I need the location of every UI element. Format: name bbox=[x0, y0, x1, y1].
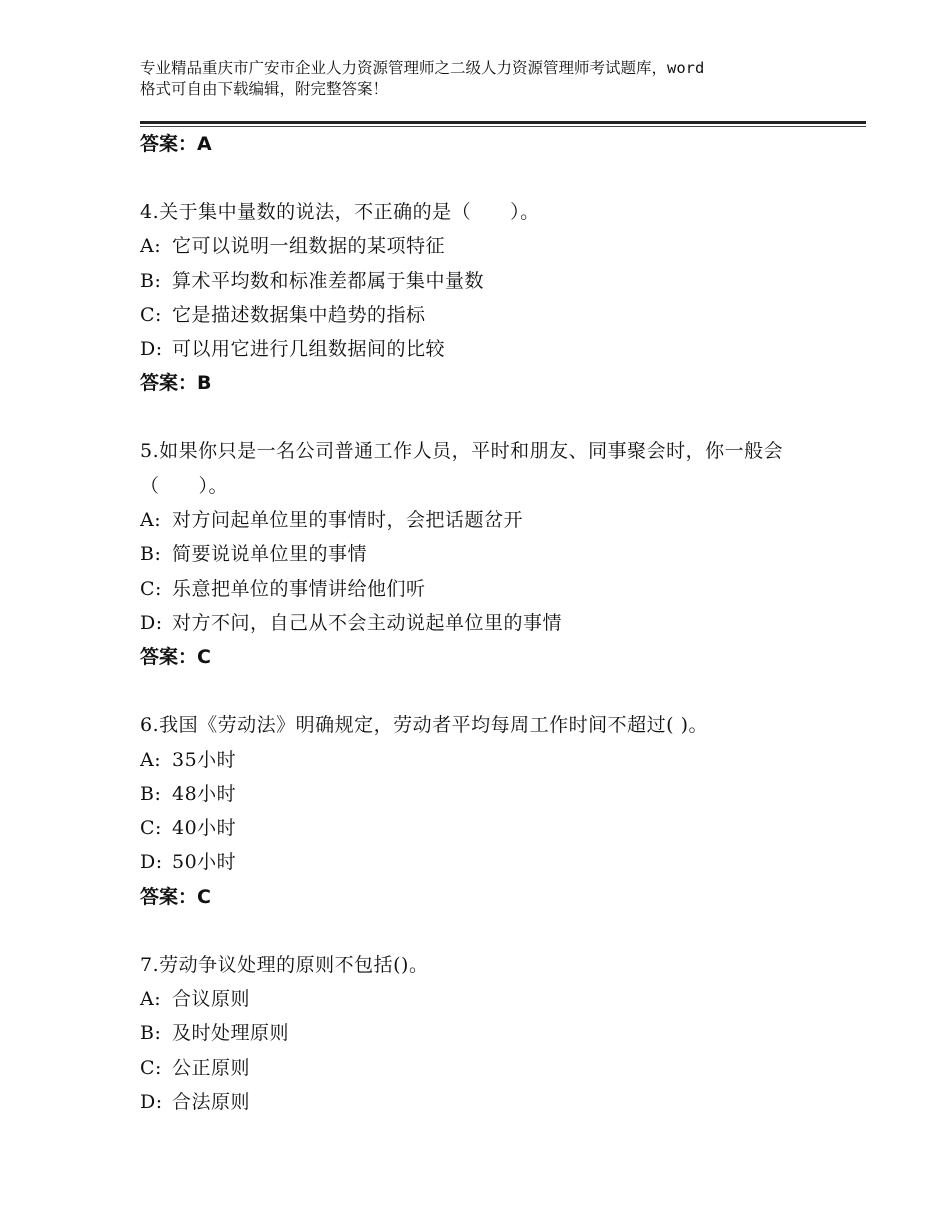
question-7 bbox=[140, 948, 810, 1119]
option-key: A: bbox=[140, 748, 162, 771]
option-key: C: bbox=[140, 817, 162, 840]
question-text: 5.如果你只是一名公司普通工作人员，平时和朋友、同事聚会时，你一般会（ ）。 bbox=[140, 440, 784, 497]
option-key: C: bbox=[140, 577, 162, 600]
option-text: 乐意把单位的事情讲给他们听 bbox=[172, 577, 426, 600]
option-text: 它可以说明一组数据的某项特征 bbox=[172, 235, 446, 258]
option-c bbox=[140, 811, 810, 845]
option-d bbox=[140, 845, 810, 879]
previous-answer: 答案：A bbox=[140, 133, 212, 155]
option-b bbox=[140, 777, 810, 811]
header-line-2: 格式可自由下载编辑，附完整答案！ bbox=[140, 80, 389, 98]
option-b bbox=[140, 264, 810, 298]
option-text: 合议原则 bbox=[172, 988, 251, 1011]
option-d bbox=[140, 332, 810, 366]
option-key: D: bbox=[140, 851, 163, 874]
option-key: B: bbox=[140, 269, 162, 292]
option-text: 可以用它进行几组数据间的比较 bbox=[172, 338, 446, 361]
option-c bbox=[140, 1051, 810, 1085]
option-key: D: bbox=[140, 1090, 163, 1113]
option-d bbox=[140, 606, 810, 640]
option-key: D: bbox=[140, 338, 163, 361]
option-key: B: bbox=[140, 782, 162, 805]
option-text: 合法原则 bbox=[172, 1090, 251, 1113]
option-text: 算术平均数和标准差都属于集中量数 bbox=[172, 269, 485, 292]
option-text: 简要说说单位里的事情 bbox=[172, 543, 368, 566]
option-a bbox=[140, 503, 810, 537]
option-c bbox=[140, 572, 810, 606]
answer-label: 答案：C bbox=[140, 646, 211, 669]
option-text: 50小时 bbox=[172, 851, 237, 874]
option-key: A: bbox=[140, 235, 162, 258]
option-key: A: bbox=[140, 988, 162, 1011]
option-text: 48小时 bbox=[172, 782, 237, 805]
option-key: B: bbox=[140, 1022, 162, 1045]
question-4 bbox=[140, 195, 810, 400]
option-text: 及时处理原则 bbox=[172, 1022, 290, 1045]
option-text: 对方问起单位里的事情时，会把话题岔开 bbox=[172, 509, 524, 532]
question-text: 4.关于集中量数的说法，不正确的是（ ）。 bbox=[140, 201, 540, 223]
document-header bbox=[140, 58, 840, 100]
option-key: C: bbox=[140, 303, 162, 326]
option-text: 它是描述数据集中趋势的指标 bbox=[172, 303, 426, 326]
option-key: D: bbox=[140, 611, 163, 634]
question-6 bbox=[140, 708, 810, 913]
option-key: B: bbox=[140, 543, 162, 566]
option-key: A: bbox=[140, 509, 162, 532]
option-a bbox=[140, 229, 810, 263]
question-list bbox=[140, 127, 810, 1119]
option-text: 对方不问，自己从不会主动说起单位里的事情 bbox=[172, 611, 563, 634]
option-a bbox=[140, 743, 810, 777]
header-line-1: 专业精品重庆市广安市企业人力资源管理师之二级人力资源管理师考试题库，word bbox=[140, 59, 705, 77]
option-text: 公正原则 bbox=[172, 1056, 251, 1079]
header-divider-thick bbox=[140, 121, 866, 124]
option-d bbox=[140, 1085, 810, 1119]
answer-label: 答案：C bbox=[140, 885, 211, 908]
option-text: 40小时 bbox=[172, 817, 237, 840]
question-5 bbox=[140, 434, 810, 674]
option-key: C: bbox=[140, 1056, 162, 1079]
option-b bbox=[140, 1016, 810, 1050]
answer-label: 答案：B bbox=[140, 372, 212, 395]
option-a bbox=[140, 982, 810, 1016]
question-text: 7.劳动争议处理的原则不包括()。 bbox=[140, 953, 429, 976]
option-c bbox=[140, 298, 810, 332]
option-text: 35小时 bbox=[172, 748, 237, 771]
option-b bbox=[140, 537, 810, 571]
question-text: 6.我国《劳动法》明确规定，劳动者平均每周工作时间不超过( )。 bbox=[140, 714, 708, 737]
